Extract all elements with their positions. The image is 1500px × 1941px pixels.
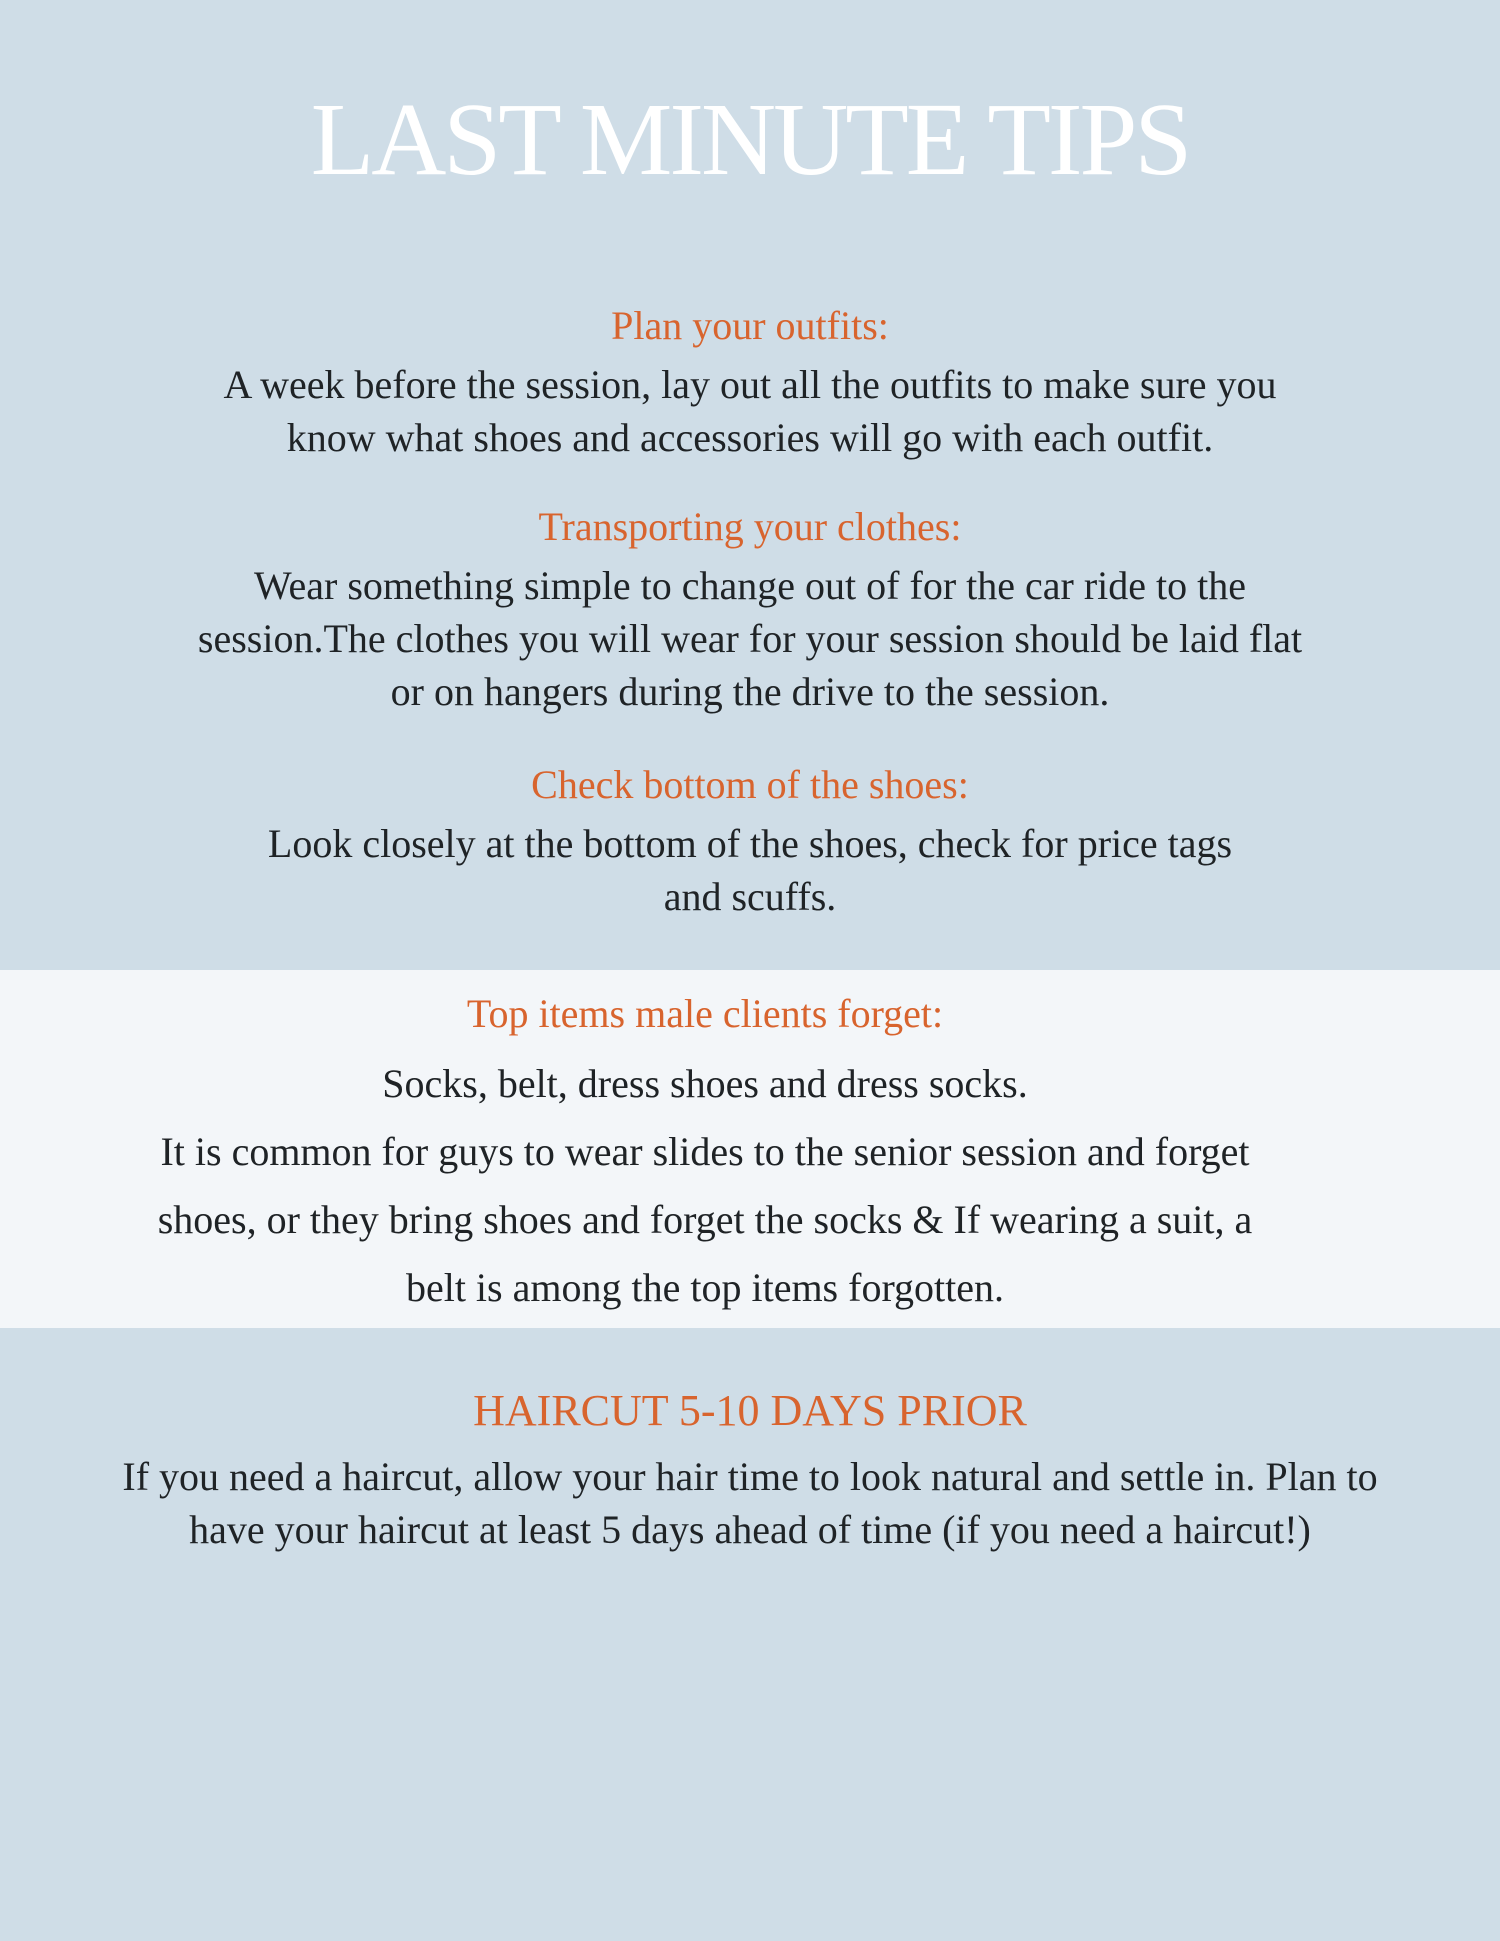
page-title: LAST MINUTE TIPS (310, 82, 1190, 197)
section-male-clients (0, 990, 1410, 1322)
section-text-line: A week before the session, lay out all the outfits to make sure you (223, 362, 1277, 407)
section-text-line: If you need a haircut, allow your hair time to look natural and settle in. Plan to (122, 1453, 1378, 1499)
section-text-line: It is common for guys to wear slides to the senior session and forget (160, 1129, 1250, 1174)
section-text-line: or on hangers during the drive to the session. (390, 669, 1110, 714)
section-heading: Transporting your clothes: (538, 504, 962, 549)
section-heading: Top items male clients forget: (466, 991, 944, 1036)
section-text-line: Socks, belt, dress shoes and dress socks. (382, 1061, 1028, 1106)
section-text-line: session.The clothes you will wear for your session should be laid flat (197, 616, 1303, 661)
section-plan-outfits (0, 302, 1500, 464)
section-text-line: Wear something simple to change out of for the car ride to the (253, 563, 1246, 608)
section-haircut (0, 1385, 1500, 1556)
section-text-line: know what shoes and accessories will go with each outfit. (286, 415, 1214, 460)
section-text-line: have your haircut at least 5 days ahead of time (if you need a haircut!) (189, 1506, 1311, 1552)
section-text-line: belt is among the top items forgotten. (405, 1265, 1005, 1310)
section-check-shoes (0, 761, 1500, 923)
section-text-line: Look closely at the bottom of the shoes, check for price tags (267, 821, 1233, 866)
section-text-line: shoes, or they bring shoes and forget the socks & If wearing a suit, a (157, 1197, 1253, 1242)
section-heading: Check bottom of the shoes: (531, 762, 969, 807)
section-heading: Plan your outfits: (611, 303, 889, 348)
section-transporting-clothes (0, 503, 1500, 718)
section-text-line: and scuffs. (663, 874, 837, 919)
haircut-heading: HAIRCUT 5-10 DAYS PRIOR (473, 1386, 1027, 1435)
